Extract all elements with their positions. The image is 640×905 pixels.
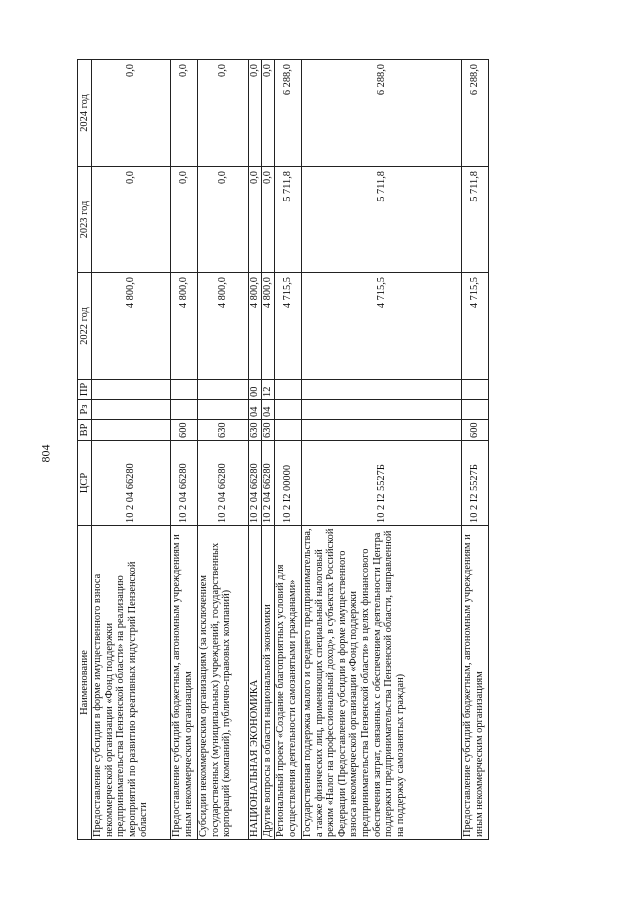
- row-pr: [462, 380, 489, 400]
- row-2022: 4 715,5: [275, 273, 302, 380]
- row-rz: [198, 400, 249, 420]
- row-csr: 10 2 I2 00000: [275, 441, 302, 526]
- header-2022: 2022 год: [78, 273, 92, 380]
- row-pr: [275, 380, 302, 400]
- row-name: Предоставление субсидий бюджетным, автономным учреждениям и иным некоммерческим организациям: [171, 526, 198, 840]
- row-pr: [92, 380, 171, 400]
- header-csr: ЦСР: [78, 441, 92, 526]
- row-name: НАЦИОНАЛЬНАЯ ЭКОНОМИКА: [249, 526, 262, 840]
- row-csr: 10 2 I2 5527Б: [302, 441, 462, 526]
- row-pr: [302, 380, 462, 400]
- row-2023: 0,0: [92, 167, 171, 273]
- row-name: Предоставление субсидии в форме имущественного взноса некоммерческой организации «Фонд поддержки предпринимательства Пензенской области» на реализацию мероприятий по развитию креативных индустрий Пензенской области: [92, 526, 171, 840]
- row-pr: [198, 380, 249, 400]
- row-2023: 0,0: [262, 167, 275, 273]
- row-rz: [171, 400, 198, 420]
- row-csr: 10 2 04 66280: [171, 441, 198, 526]
- row-vr: [302, 420, 462, 441]
- row-2023: 5 711,8: [302, 167, 462, 273]
- header-row: [78, 60, 92, 840]
- row-2024: 6 288,0: [302, 60, 462, 167]
- row-rz: [462, 400, 489, 420]
- header-vr: ВР: [78, 420, 92, 441]
- header-pr: ПР: [78, 380, 92, 400]
- row-pr: [171, 380, 198, 400]
- row-2023: 5 711,8: [275, 167, 302, 273]
- row-pr: 12: [262, 380, 275, 400]
- row-2024: 0,0: [92, 60, 171, 167]
- row-csr: 10 2 04 66280: [249, 441, 262, 526]
- rotated-table-container: [77, 60, 514, 840]
- row-2024: 0,0: [198, 60, 249, 167]
- row-2022: 4 800,0: [92, 273, 171, 380]
- table-row: [275, 60, 302, 840]
- row-2024: 6 288,0: [275, 60, 302, 167]
- table-row: [462, 60, 489, 840]
- table-row: [262, 60, 275, 840]
- row-rz: [275, 400, 302, 420]
- row-2024: 6 288,0: [462, 60, 489, 167]
- budget-table: [77, 59, 489, 840]
- row-2023: 0,0: [171, 167, 198, 273]
- row-name: Другие вопросы в области национальной экономики: [262, 526, 275, 840]
- row-2022: 4 800,0: [249, 273, 262, 380]
- row-2022: 4 800,0: [262, 273, 275, 380]
- row-2023: 0,0: [198, 167, 249, 273]
- table-row: [302, 60, 462, 840]
- row-name: Государственная поддержка малого и среднего предпринимательства, а также физических лиц, применяющих специальный налоговый режим «Налог на профессиональный доход», в субъектах Российской Федерации (Предоставление субсидии в форме имущественного взноса некоммерческой организации «Фонд поддержки предпринимательства Пензенской области» в целях финансового обеспечения затрат, связанных с обеспечением деятельности Центра поддержки предпринимательства Пензенской области, направленной на поддержку самозанятых граждан): [302, 526, 462, 840]
- row-2024: 0,0: [249, 60, 262, 167]
- row-vr: [275, 420, 302, 441]
- table-row: [249, 60, 262, 840]
- row-vr: 630: [262, 420, 275, 441]
- row-vr: [92, 420, 171, 441]
- table-row: [171, 60, 198, 840]
- row-2022: 4 715,5: [462, 273, 489, 380]
- row-2023: 5 711,8: [462, 167, 489, 273]
- row-csr: 10 2 I2 5527Б: [462, 441, 489, 526]
- row-rz: [92, 400, 171, 420]
- row-rz: 04: [262, 400, 275, 420]
- header-rz: Рз: [78, 400, 92, 420]
- row-2024: 0,0: [171, 60, 198, 167]
- row-name: Предоставление субсидий бюджетным, автономным учреждениям и иным некоммерческим организациям: [462, 526, 489, 840]
- header-2024: 2024 год: [78, 60, 92, 167]
- page-number: 804: [38, 444, 53, 463]
- row-rz: 04: [249, 400, 262, 420]
- row-2022: 4 800,0: [198, 273, 249, 380]
- table-row: [198, 60, 249, 840]
- row-pr: 00: [249, 380, 262, 400]
- row-2023: 0,0: [249, 167, 262, 273]
- row-csr: 10 2 04 66280: [92, 441, 171, 526]
- row-2024: 0,0: [262, 60, 275, 167]
- row-csr: 10 2 04 66280: [262, 441, 275, 526]
- row-name: Региональный проект «Создание благоприятных условий для осуществления деятельности самозанятыми гражданами»: [275, 526, 302, 840]
- row-vr: 600: [171, 420, 198, 441]
- row-vr: 630: [198, 420, 249, 441]
- row-vr: 630: [249, 420, 262, 441]
- row-rz: [302, 400, 462, 420]
- header-2023: 2023 год: [78, 167, 92, 273]
- header-name: Наименование: [78, 526, 92, 840]
- row-2022: 4 715,5: [302, 273, 462, 380]
- row-name: Субсидии некоммерческим организациям (за исключением государственных (муниципальных) учреждений, государственных корпораций (компаний), публично-правовых компаний): [198, 526, 249, 840]
- row-csr: 10 2 04 66280: [198, 441, 249, 526]
- table-row: [92, 60, 171, 840]
- row-vr: 600: [462, 420, 489, 441]
- row-2022: 4 800,0: [171, 273, 198, 380]
